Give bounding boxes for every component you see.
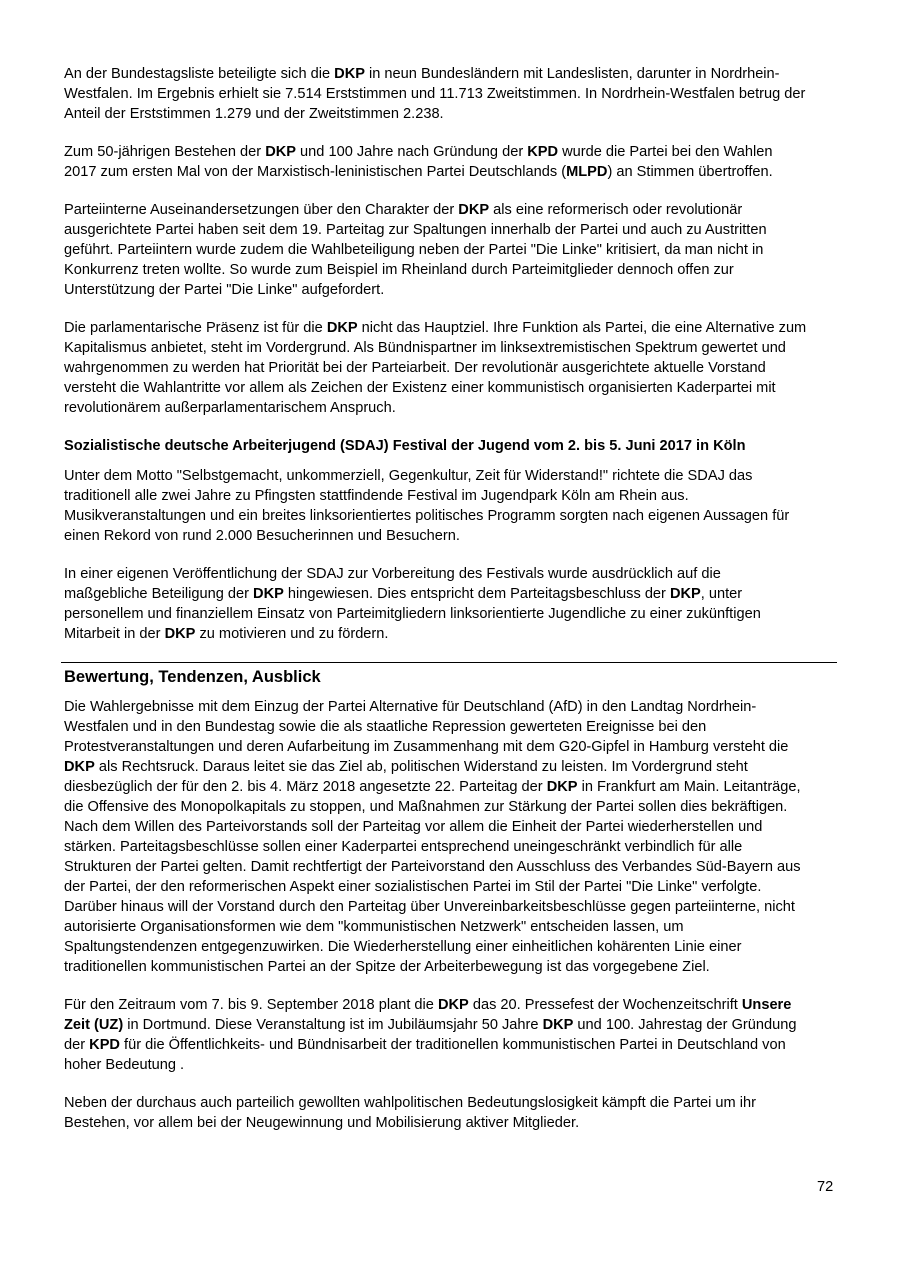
text-line: [64, 837, 839, 857]
text-segment: stärken. Parteitagsbeschlüsse sollen einer Kaderpartei entsprechend uneingeschränkt verbindlich für alle: [64, 839, 743, 855]
text-line: [64, 1035, 839, 1055]
text-segment: revolutionärem außerparlamentarischem Anspruch.: [64, 400, 396, 416]
paragraph: [64, 200, 839, 300]
text-segment: ausgerichtete Partei haben seit dem 19. Parteitag zur Spaltungen innerhalb der Partei und auch zu Austritten: [64, 222, 767, 238]
text-segment: Für den Zeitraum vom 7. bis 9. September 2018 plant die: [64, 997, 438, 1013]
text-line: [64, 358, 839, 378]
text-line: [64, 240, 839, 260]
text-segment: Bestehen, vor allem bei der Neugewinnung und Mobilisierung aktiver Mitglieder.: [64, 1115, 580, 1131]
text-segment: die Offensive des Monopolkapitals zu stoppen, und Maßnahmen zur Stärkung der Partei sollen dies bekräftigen.: [64, 799, 788, 815]
text-line: [64, 200, 839, 220]
text-segment: Unterstützung der Partei "Die Linke" aufgefordert.: [64, 282, 385, 298]
text-segment: der: [64, 1037, 90, 1053]
text-line: [64, 398, 839, 418]
bold-term: KPD: [527, 144, 559, 160]
text-line: [64, 1093, 839, 1113]
text-segment: Parteiinterne Auseinandersetzungen über den Charakter der: [64, 202, 459, 218]
text-line: [64, 64, 839, 84]
text-line: [64, 220, 839, 240]
text-line: [64, 697, 839, 717]
section-bewertung: [64, 667, 839, 1151]
text-segment: der Partei, der den reformerischen Aspekt einer sozialistischen Partei im Stil der Partei "Die Linke" verfolgte.: [64, 879, 762, 895]
text-segment: wurde die Partei bei den Wahlen: [558, 144, 773, 160]
text-line: [64, 280, 839, 300]
text-line: [64, 506, 839, 526]
text-segment: in Dortmund. Diese Veranstaltung ist im Jubiläumsjahr 50 Jahre: [123, 1017, 543, 1033]
bold-term: KPD: [89, 1037, 120, 1053]
bold-term: Unsere: [741, 997, 792, 1013]
bold-term: Zeit (UZ): [64, 1017, 124, 1033]
section-divider: [61, 662, 837, 663]
text-line: [64, 584, 839, 604]
text-segment: Westfalen und in den Bundestag sowie die als staatliche Repression gewerteten Ereignisse bei den: [64, 719, 707, 735]
text-segment: versteht die Wahlantritte vor allem als Zeichen der Existenz einer kommunistisch organisierten Kaderpartei mit: [64, 380, 776, 396]
text-segment: Nach dem Willen des Parteivorstands soll der Parteitag vor allem die Einheit der Partei wiederherstellen und: [64, 819, 763, 835]
text-segment: und 100. Jahrestag der Gründung: [573, 1017, 797, 1033]
bold-term: DKP: [326, 320, 358, 336]
text-segment: für die Öffentlichkeits- und Bündnisarbeit der traditionellen kommunistischen Partei in Deutschland von: [119, 1037, 786, 1053]
text-segment: Westfalen. Im Ergebnis erhielt sie 7.514 Erststimmen und 11.713 Zweitstimmen. In Nordrhein-Westfalen betrug der: [64, 86, 806, 102]
paragraph: [64, 995, 839, 1075]
text-line: [64, 995, 839, 1015]
text-segment: und 100 Jahre nach Gründung der: [296, 144, 528, 160]
paragraph: [64, 564, 839, 644]
text-line: [64, 797, 839, 817]
text-line: [64, 318, 839, 338]
bold-term: DKP: [542, 1017, 574, 1033]
text-line: [64, 1113, 839, 1133]
text-line: [64, 564, 839, 584]
subheading: Sozialistische deutsche Arbeiterjugend (SDAJ) Festival der Jugend vom 2. bis 5. Juni 2017 in Köln: [64, 438, 746, 454]
text-line: [64, 526, 839, 546]
bold-term: MLPD: [566, 164, 608, 180]
bold-term: DKP: [164, 626, 196, 642]
paragraph: [64, 142, 839, 182]
text-line: [64, 260, 839, 280]
text-segment: Konkurrenz treten wollte. So wurde zum Beispiel im Rheinland durch Parteimitglieder dennoch offen zur: [64, 262, 734, 278]
text-segment: personellem und finanziellem Einsatz von Parteimitgliedern linksorientierte Jugendliche zu einer zukünftigen: [64, 606, 761, 622]
text-segment: Unter dem Motto "Selbstgemacht, unkommerziell, Gegenkultur, Zeit für Widerstand!" richtete die SDAJ das: [64, 468, 753, 484]
bold-term: DKP: [669, 586, 701, 602]
text-segment: Kapitalismus anbietet, steht im Vordergrund. Als Bündnispartner im linksextremistischen Spektrum gewertet und: [64, 340, 786, 356]
text-line: [64, 104, 839, 124]
bold-term: DKP: [64, 759, 95, 775]
text-line: [64, 897, 839, 917]
text-line: [64, 142, 839, 162]
text-segment: Anteil der Erststimmen 1.279 und der Zweitstimmen 2.238.: [64, 106, 444, 122]
text-segment: maßgebliche Beteiligung der: [64, 586, 254, 602]
text-segment: als eine reformerisch oder revolutionär: [489, 202, 743, 218]
text-line: [64, 717, 839, 737]
text-line: [64, 378, 839, 398]
text-segment: hoher Bedeutung .: [64, 1057, 185, 1073]
text-segment: In einer eigenen Veröffentlichung der SDAJ zur Vorbereitung des Festivals wurde ausdrücklich auf die: [64, 566, 721, 582]
text-segment: in neun Bundesländern mit Landeslisten, darunter in Nordrhein-: [364, 66, 780, 82]
text-segment: diesbezüglich der für den 2. bis 4. März 2018 angesetzte 22. Parteitag der: [64, 779, 547, 795]
bold-term: DKP: [265, 144, 296, 160]
paragraph: [64, 1093, 839, 1133]
bold-term: DKP: [458, 202, 490, 218]
text-segment: Die Wahlergebnisse mit dem Einzug der Partei Alternative für Deutschland (AfD) in den Landtag Nordrhein-: [64, 699, 757, 715]
text-segment: 2017 zum ersten Mal von der Marxistisch-leninistischen Partei Deutschlands (: [64, 164, 567, 180]
text-segment: An der Bundestagsliste beteiligte sich die: [64, 66, 335, 82]
text-segment: Neben der durchaus auch parteilich gewollten wahlpolitischen Bedeutungslosigkeit kämpft die Partei um ihr: [64, 1095, 756, 1111]
text-segment: zu motivieren und zu fördern.: [195, 626, 389, 642]
text-line: [64, 877, 839, 897]
text-line: [64, 757, 839, 777]
text-line: [64, 1015, 839, 1035]
text-segment: einen Rekord von rund 2.000 Besucherinnen und Besuchern.: [64, 528, 460, 544]
body-text-top: [64, 64, 839, 644]
text-line: [64, 624, 839, 644]
section-title: Bewertung, Tendenzen, Ausblick: [64, 668, 321, 686]
text-line: [64, 338, 839, 358]
paragraph: [64, 318, 839, 418]
text-segment: hingewiesen. Dies entspricht dem Parteitagsbeschluss der: [283, 586, 670, 602]
text-line: [64, 817, 839, 837]
text-segment: als Rechtsruck. Daraus leitet sie das Ziel ab, politischen Widerstand zu leisten. Im Vordergrund steht: [94, 759, 748, 775]
text-line: [64, 162, 839, 182]
text-line: [64, 917, 839, 937]
text-line: [64, 737, 839, 757]
text-segment: , unter: [700, 586, 743, 602]
text-segment: traditionellen kommunistischen Partei an der Spitze der Arbeiterbewegung ist das vorgegebene Ziel.: [64, 959, 710, 975]
text-segment: autorisierte Organisationsformen wie dem "kommunistischen Netzwerk" entscheiden lassen, um: [64, 919, 684, 935]
text-line: [64, 466, 839, 486]
paragraph: [64, 697, 839, 977]
text-segment: traditionell alle zwei Jahre zu Pfingsten stattfindende Festival im Jugendpark Köln am Rhein aus.: [64, 488, 689, 504]
text-segment: geführt. Parteiintern wurde zudem die Wahlbeteiligung neben der Partei "Die Linke" kritisiert, da man nicht in: [64, 242, 764, 258]
bold-term: DKP: [253, 586, 284, 602]
text-line: [64, 604, 839, 624]
document-body: [64, 64, 839, 662]
text-line: [64, 937, 839, 957]
paragraph: [64, 64, 839, 124]
text-segment: Strukturen der Partei gelten. Damit rechtfertigt der Parteivorstand den Ausschluss des Verbandes Süd-Bayern aus: [64, 859, 801, 875]
text-segment: Zum 50-jährigen Bestehen der: [64, 144, 266, 160]
text-line: [64, 857, 839, 877]
paragraph: [64, 466, 839, 546]
bold-term: DKP: [437, 997, 469, 1013]
text-segment: Spaltungstendenzen entgegenzuwirken. Die Wiederherstellung einer einheitlichen kohärenten Linie einer: [64, 939, 742, 955]
text-segment: ) an Stimmen übertroffen.: [607, 164, 773, 180]
text-segment: Darüber hinaus will der Vorstand durch den Parteitag über Unvereinbarkeitsbeschlüsse gegen parteiinterne, nicht: [64, 899, 795, 915]
text-segment: das 20. Pressefest der Wochenzeitschrift: [468, 997, 742, 1013]
text-line: [64, 1055, 839, 1075]
text-segment: Protestveranstaltungen und deren Aufarbeitung im Zusammenhang mit dem G20-Gipfel in Hamburg versteht die: [64, 739, 789, 755]
section-body: [64, 697, 839, 1133]
page-number: 72: [817, 1179, 834, 1195]
text-line: [64, 84, 839, 104]
text-segment: nicht das Hauptziel. Ihre Funktion als Partei, die eine Alternative zum: [357, 320, 807, 336]
text-segment: wahrgenommen zu werden hat Priorität bei der Parteiarbeit. Der revolutionär ausgerichtete aktuelle Vorstand: [64, 360, 766, 376]
text-line: [64, 486, 839, 506]
text-segment: Mitarbeit in der: [64, 626, 165, 642]
text-segment: Die parlamentarische Präsenz ist für die: [64, 320, 327, 336]
text-line: [64, 777, 839, 797]
text-line: [64, 957, 839, 977]
text-segment: in Frankfurt am Main. Leitanträge,: [577, 779, 801, 795]
bold-term: DKP: [334, 66, 365, 82]
bold-term: DKP: [546, 779, 578, 795]
text-segment: Musikveranstaltungen und ein breites linksorientiertes politisches Programm sorgten nach eigenen Aussagen für: [64, 508, 790, 524]
